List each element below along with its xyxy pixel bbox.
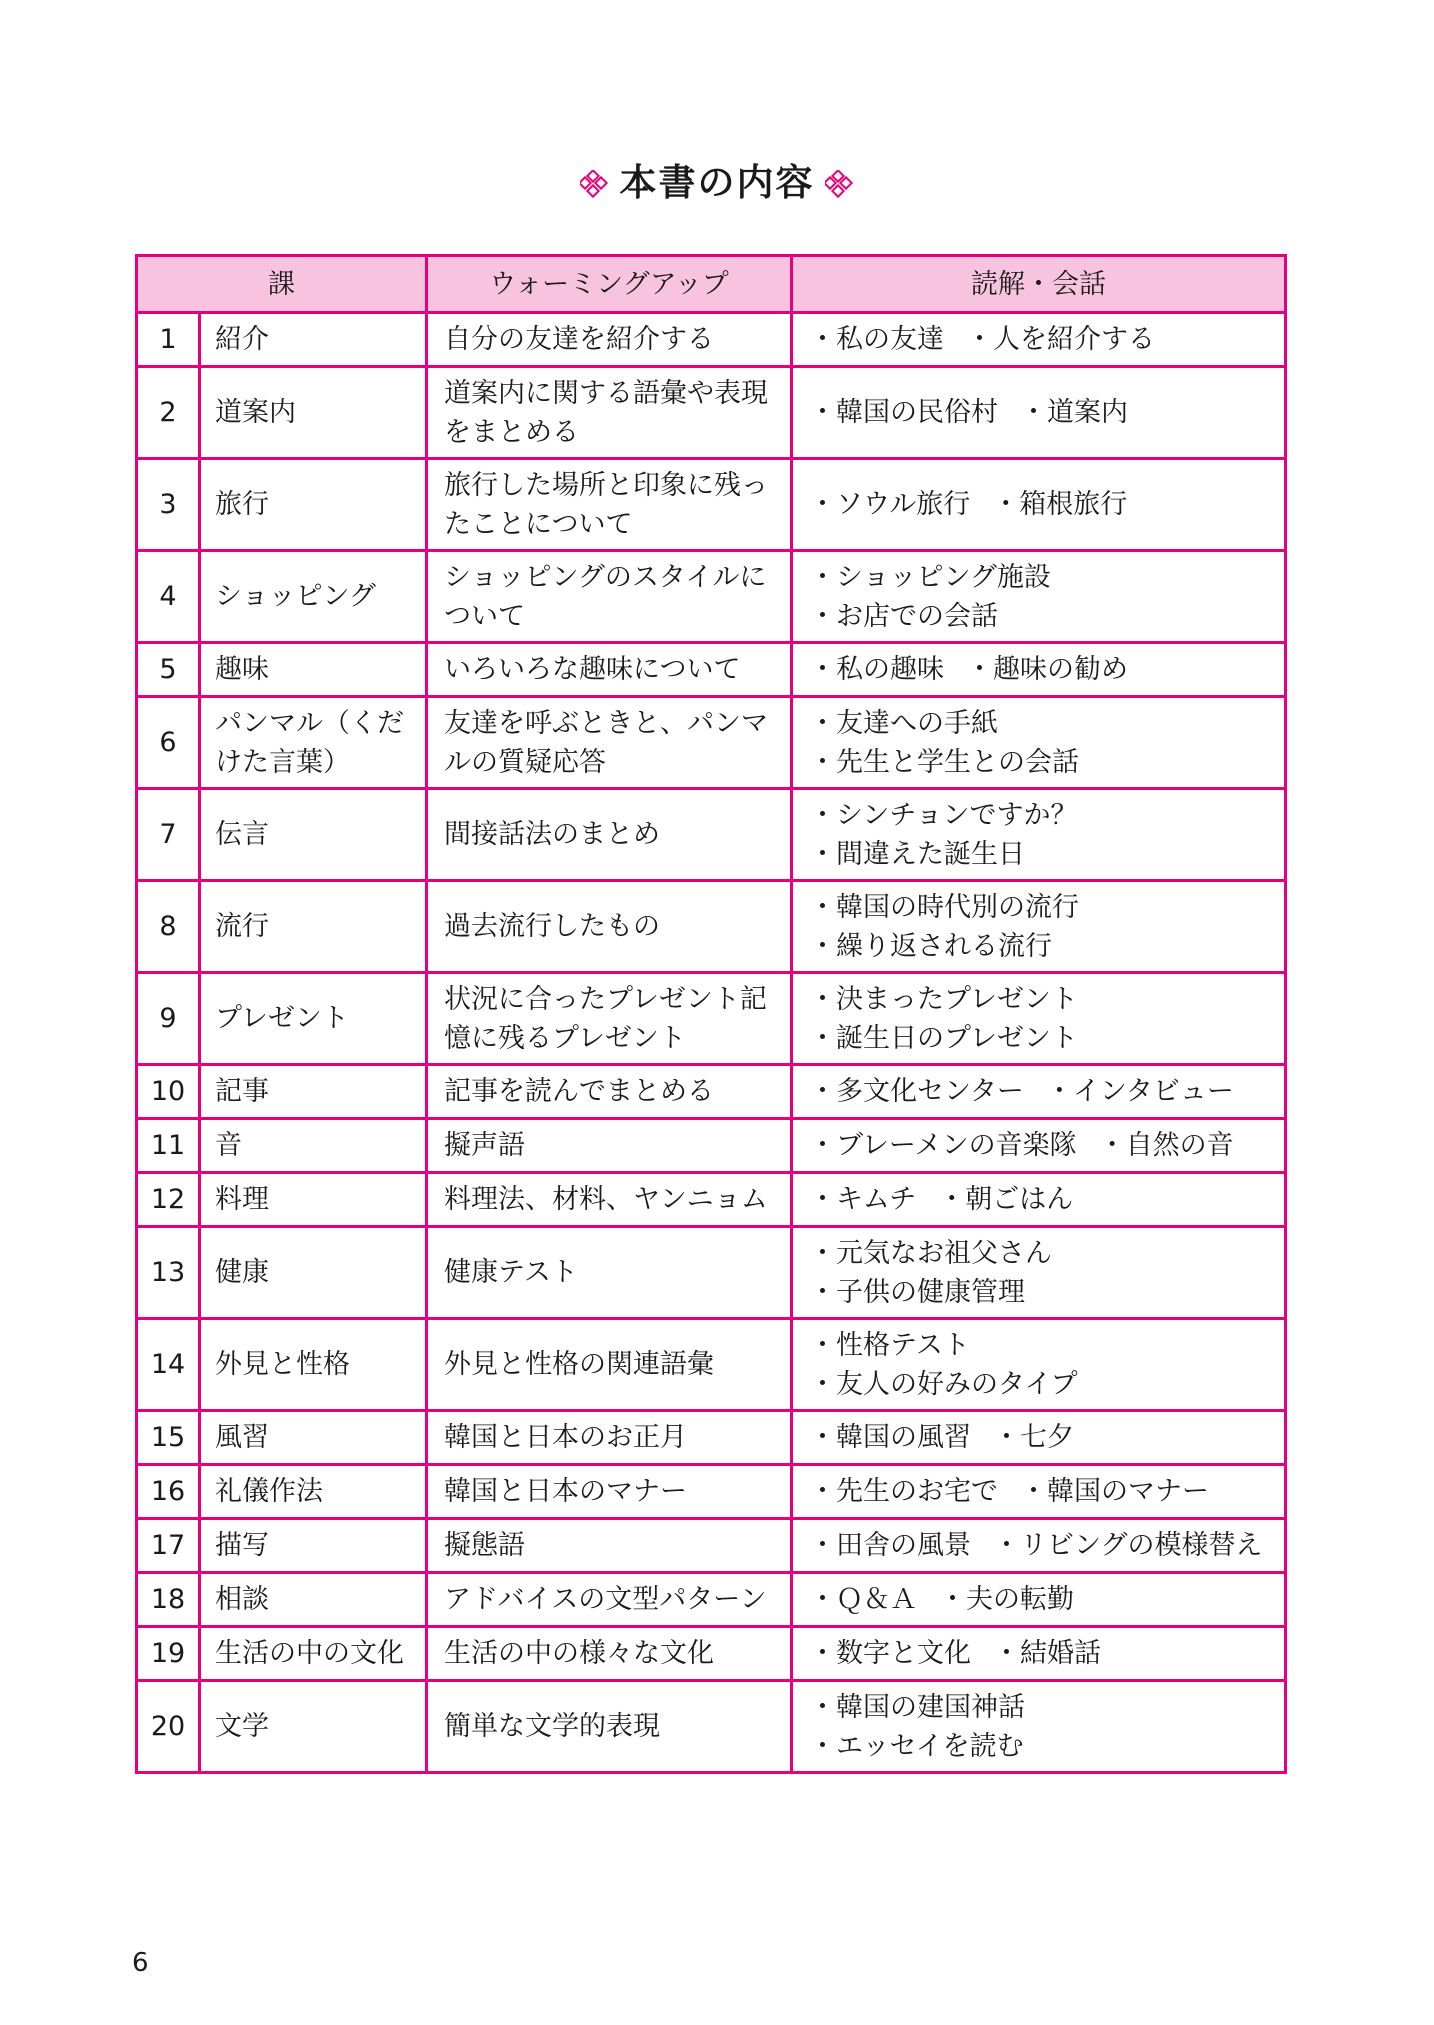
reading-item: ・箱根旅行	[992, 489, 1128, 520]
reading-cell	[792, 1519, 1286, 1573]
lesson-number: 11	[137, 1119, 200, 1173]
reading-item: ・道案内	[1020, 397, 1128, 428]
reading-item: ・先生のお宅で	[809, 1476, 998, 1507]
table-row	[137, 1173, 1286, 1227]
lesson-title: 流行	[200, 881, 427, 973]
lesson-title: 道案内	[200, 367, 427, 459]
warmup-cell: 道案内に関する語彙や表現をまとめる	[427, 367, 792, 459]
table-row	[137, 313, 1286, 367]
reading-item: ・韓国の民俗村	[809, 397, 998, 428]
page-number: 6	[132, 1948, 149, 1978]
reading-cell	[792, 1681, 1286, 1773]
table-row	[137, 1519, 1286, 1573]
reading-item: ・ショッピング施設	[809, 561, 1051, 593]
table-row	[137, 1227, 1286, 1319]
table-row	[137, 551, 1286, 643]
lesson-title: ショッピング	[200, 551, 427, 643]
lesson-title: 伝言	[200, 789, 427, 881]
warmup-cell: 健康テスト	[427, 1227, 792, 1319]
reading-item: ・韓国の風習	[809, 1422, 971, 1453]
warmup-cell: ショッピングのスタイルについて	[427, 551, 792, 643]
reading-item: ・韓国のマナー	[1020, 1476, 1209, 1507]
reading-item: ・友達への手紙	[809, 707, 998, 739]
warmup-cell: 外見と性格の関連語彙	[427, 1319, 792, 1411]
table-row	[137, 1573, 1286, 1627]
lesson-number: 19	[137, 1627, 200, 1681]
lesson-number: 10	[137, 1065, 200, 1119]
reading-item: ・私の友達	[809, 324, 944, 355]
reading-item: ・Ｑ＆Ａ	[809, 1584, 917, 1615]
lesson-title: 描写	[200, 1519, 427, 1573]
table-row	[137, 973, 1286, 1065]
reading-item: ・人を紹介する	[966, 324, 1155, 355]
lesson-title: 礼儀作法	[200, 1465, 427, 1519]
reading-item: ・七夕	[993, 1422, 1074, 1453]
lesson-number: 8	[137, 881, 200, 973]
reading-cell	[792, 1573, 1286, 1627]
lesson-number: 7	[137, 789, 200, 881]
lesson-title: 文学	[200, 1681, 427, 1773]
reading-item: ・決まったプレゼント	[809, 983, 1078, 1015]
reading-item: ・キムチ	[809, 1184, 917, 1215]
lesson-number: 15	[137, 1411, 200, 1465]
lesson-title: プレゼント	[200, 973, 427, 1065]
warmup-cell: 擬声語	[427, 1119, 792, 1173]
warmup-cell: 状況に合ったプレゼント記憶に残るプレゼント	[427, 973, 792, 1065]
warmup-cell: 韓国と日本のマナー	[427, 1465, 792, 1519]
warmup-cell: 旅行した場所と印象に残ったことについて	[427, 459, 792, 551]
warmup-cell: いろいろな趣味について	[427, 643, 792, 697]
lesson-number: 2	[137, 367, 200, 459]
lesson-title: パンマル（くだけた言葉）	[200, 697, 427, 789]
header-lesson: 課	[137, 256, 427, 313]
lesson-title: 紹介	[200, 313, 427, 367]
reading-item: ・元気なお祖父さん	[809, 1237, 1052, 1269]
table-row	[137, 1411, 1286, 1465]
reading-item: ・私の趣味	[809, 654, 944, 685]
warmup-cell: 過去流行したもの	[427, 881, 792, 973]
reading-cell	[792, 881, 1286, 973]
reading-cell	[792, 1319, 1286, 1411]
reading-item: ・多文化センター	[809, 1076, 1024, 1107]
lesson-title: 旅行	[200, 459, 427, 551]
reading-cell	[792, 643, 1286, 697]
reading-item: ・性格テスト	[809, 1329, 970, 1361]
warmup-cell: 記事を読んでまとめる	[427, 1065, 792, 1119]
table-header	[137, 256, 1286, 313]
reading-cell	[792, 459, 1286, 551]
reading-item: ・夫の転勤	[939, 1584, 1074, 1615]
table-row	[137, 643, 1286, 697]
table-row	[137, 1465, 1286, 1519]
diamond-ornament-icon	[825, 170, 855, 200]
header-warmup: ウォーミングアップ	[427, 256, 792, 313]
warmup-cell: 生活の中の様々な文化	[427, 1627, 792, 1681]
table-row	[137, 789, 1286, 881]
reading-item: ・数字と文化	[809, 1638, 971, 1669]
lesson-title: 相談	[200, 1573, 427, 1627]
reading-cell	[792, 1065, 1286, 1119]
reading-item: ・韓国の建国神話	[809, 1691, 1025, 1723]
table-row	[137, 459, 1286, 551]
reading-cell	[792, 789, 1286, 881]
table-row	[137, 881, 1286, 973]
contents-table	[135, 254, 1287, 1774]
reading-cell	[792, 367, 1286, 459]
reading-item: ・リビングの模様替え	[993, 1530, 1263, 1561]
reading-item: ・インタビュー	[1045, 1076, 1234, 1107]
reading-item: ・ソウル旅行	[809, 489, 971, 520]
warmup-cell: 擬態語	[427, 1519, 792, 1573]
reading-item: ・子供の健康管理	[809, 1276, 1025, 1308]
reading-item: ・繰り返される流行	[809, 930, 1052, 962]
reading-item: ・間違えた誕生日	[809, 838, 1025, 870]
lesson-title: 外見と性格	[200, 1319, 427, 1411]
lesson-number: 13	[137, 1227, 200, 1319]
reading-item: ・ブレーメンの音楽隊	[809, 1130, 1077, 1161]
reading-cell	[792, 1227, 1286, 1319]
lesson-title: 趣味	[200, 643, 427, 697]
reading-item: ・誕生日のプレゼント	[809, 1022, 1078, 1054]
reading-item: ・先生と学生との会話	[809, 746, 1079, 778]
table-row	[137, 1119, 1286, 1173]
table-row	[137, 367, 1286, 459]
warmup-cell: 自分の友達を紹介する	[427, 313, 792, 367]
lesson-title: 記事	[200, 1065, 427, 1119]
lesson-number: 20	[137, 1681, 200, 1773]
reading-cell	[792, 1465, 1286, 1519]
lesson-title: 料理	[200, 1173, 427, 1227]
lesson-title: 音	[200, 1119, 427, 1173]
table-row	[137, 1681, 1286, 1773]
reading-item: ・趣味の勧め	[966, 654, 1128, 685]
lesson-title: 生活の中の文化	[200, 1627, 427, 1681]
reading-item: ・お店での会話	[809, 600, 998, 632]
reading-item: ・結婚話	[993, 1638, 1101, 1669]
lesson-number: 12	[137, 1173, 200, 1227]
lesson-number: 4	[137, 551, 200, 643]
reading-cell	[792, 697, 1286, 789]
reading-item: ・友人の好みのタイプ	[809, 1368, 1078, 1400]
warmup-cell: 簡単な文学的表現	[427, 1681, 792, 1773]
table-row	[137, 1065, 1286, 1119]
reading-cell	[792, 1119, 1286, 1173]
reading-cell	[792, 551, 1286, 643]
warmup-cell: 料理法、材料、ヤンニョム	[427, 1173, 792, 1227]
lesson-number: 3	[137, 459, 200, 551]
reading-item: ・エッセイを読む	[809, 1730, 1024, 1762]
warmup-cell: 間接話法のまとめ	[427, 789, 792, 881]
reading-item: ・朝ごはん	[938, 1184, 1074, 1215]
page-title	[0, 152, 1434, 206]
reading-item: ・自然の音	[1098, 1130, 1234, 1161]
lesson-number: 17	[137, 1519, 200, 1573]
lesson-number: 18	[137, 1573, 200, 1627]
reading-cell	[792, 313, 1286, 367]
header-reading: 読解・会話	[792, 256, 1286, 313]
warmup-cell: 友達を呼ぶときと、パンマルの質疑応答	[427, 697, 792, 789]
table-row	[137, 1319, 1286, 1411]
table-row	[137, 697, 1286, 789]
diamond-ornament-icon	[580, 170, 610, 200]
warmup-cell: アドバイスの文型パターン	[427, 1573, 792, 1627]
lesson-number: 14	[137, 1319, 200, 1411]
lesson-number: 9	[137, 973, 200, 1065]
reading-item: ・田舎の風景	[809, 1530, 971, 1561]
table-body	[137, 313, 1286, 1773]
reading-item: ・シンチョンですか？	[809, 799, 1078, 831]
lesson-title: 風習	[200, 1411, 427, 1465]
lesson-title: 健康	[200, 1227, 427, 1319]
lesson-number: 16	[137, 1465, 200, 1519]
reading-cell	[792, 973, 1286, 1065]
reading-cell	[792, 1173, 1286, 1227]
lesson-number: 6	[137, 697, 200, 789]
lesson-number: 5	[137, 643, 200, 697]
reading-item: ・韓国の時代別の流行	[809, 891, 1079, 923]
lesson-number: 1	[137, 313, 200, 367]
page-title-text: 本書の内容	[619, 161, 815, 204]
warmup-cell: 韓国と日本のお正月	[427, 1411, 792, 1465]
reading-cell	[792, 1411, 1286, 1465]
reading-cell	[792, 1627, 1286, 1681]
table-row	[137, 1627, 1286, 1681]
